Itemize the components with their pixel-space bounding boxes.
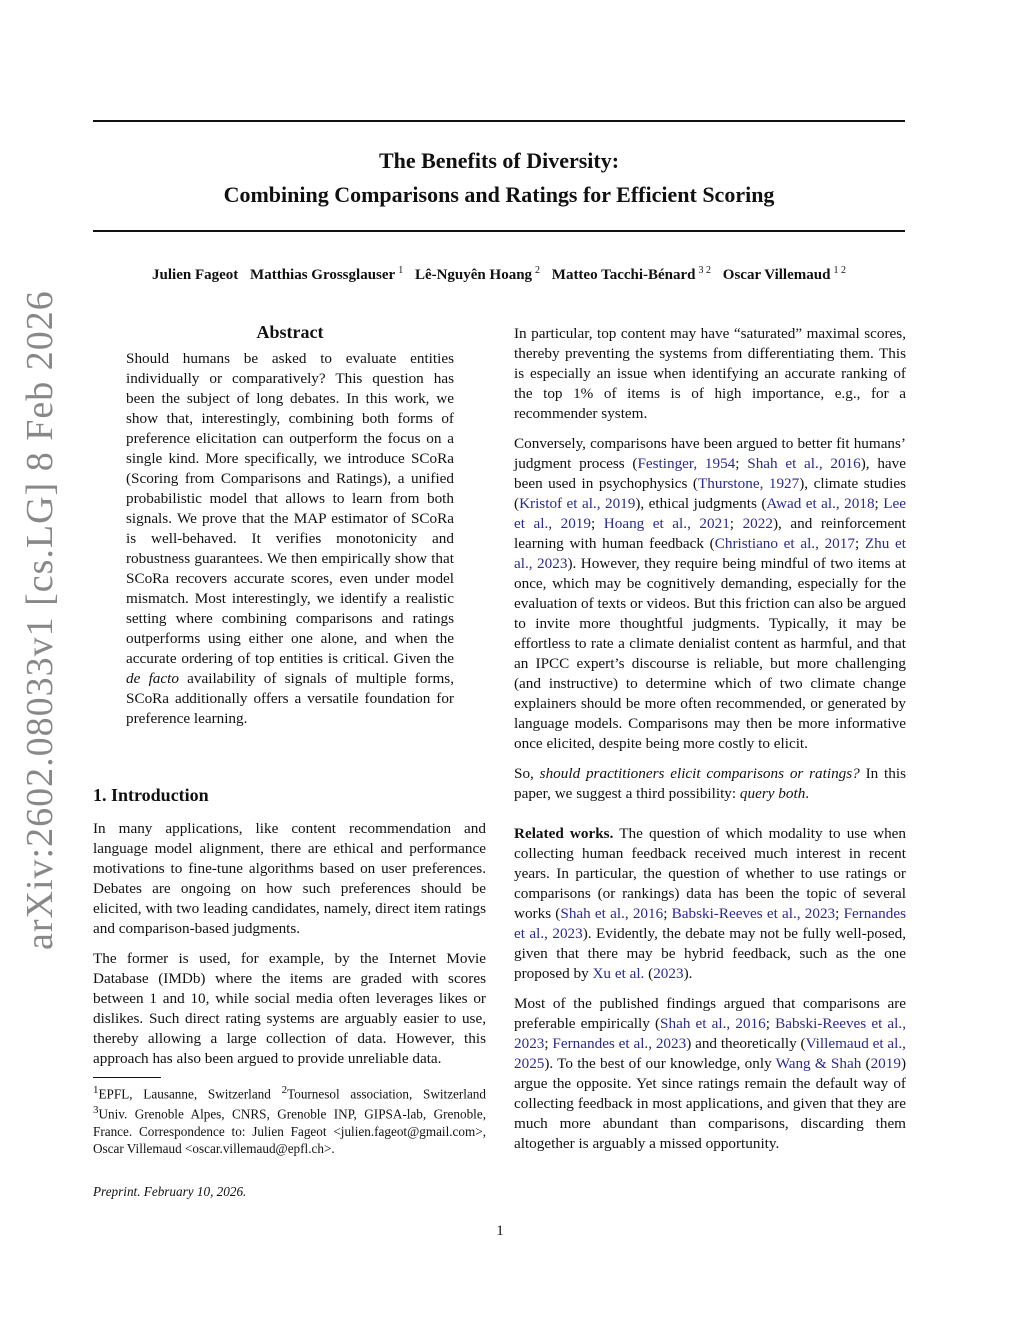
author: Matthias Grossglauser $^1$ — [250, 265, 404, 283]
citation-link[interactable]: Shah et al., 2016 — [660, 1015, 766, 1032]
paper-title — [93, 144, 905, 212]
citation-link[interactable]: 2022 — [742, 515, 773, 532]
author-affiliation: 1 — [398, 265, 404, 276]
citation-link[interactable]: Kristof et al., 2019 — [519, 495, 636, 512]
citation-link[interactable]: Awad et al., 2018 — [766, 495, 875, 512]
author-list — [93, 265, 905, 284]
author-affiliation: 2 — [535, 265, 541, 276]
paragraph: Related works. The question of which modality to use when collecting human feedback received much interest in recent years. In particular, the question of whether to use ratings or comparisons (or rankings) data has been the topic of several works (Shah et al., 2016; Babski-Reeves et al., 2023; Fernandes et al., 2023). Evidently, the debate may not be fully well-posed, given that there may be hybrid feedback, such as the one proposed by Xu et al. (2023). — [514, 825, 906, 982]
paragraph: So, should practitioners elicit comparisons or ratings? In this paper, we suggest a third possibility: query both. — [514, 765, 906, 802]
paragraph: The former is used, for example, by the Internet Movie Database (IMDb) where the items are graded with scores between 1 and 10, while social media often leverages likes or dislikes. Such direct rating systems are arguably easier to use, thereby allowing a large collection of data. However, this approach has also been argued to provide unreliable data. — [93, 950, 486, 1067]
citation-link[interactable]: Fernandes et al., 2023 — [514, 905, 906, 942]
abstract-heading: Abstract — [256, 322, 324, 342]
title-line-1: The Benefits of Diversity: — [378, 148, 620, 173]
title-rule-top — [93, 120, 905, 122]
footnote-rule — [93, 1077, 161, 1078]
citation-link[interactable]: Babski-Reeves et al., 2023 — [671, 905, 836, 922]
title-rule-bottom — [93, 230, 905, 232]
paragraph: Conversely, comparisons have been argued to better fit humans’ judgment process (Festinger, 1954; Shah et al., 2016), have been used in psychophysics (Thurstone, 1927), climate studies (Kristof et al., 2019), ethical judgments (Awad et al., 2018; Lee et al., 2019; Hoang et al., 2021; 2022), and reinforcement learning with human feedback (Christiano et al., 2017; Zhu et al., 2023). However, they require being mindful of two items at once, which may be cognitively demanding, especially for the evaluation of texts or videos. But this friction can also be argued to invite more thoughtful judgments. Typically, it may be effortless to rate a climate denialist content as harmful, and that an IPCC expert’s discourse is reliable, but more challenging (and instructive) to determine which of two climate change explainers should be more often recommended, or generated by language models. Comparisons may then be more informative once elicited, despite being more costly to elicit. — [514, 435, 906, 752]
arxiv-identifier: arXiv:2602.08033v1 [cs.LG] 8 Feb 2026 — [19, 290, 61, 950]
citation-link[interactable]: Hoang et al., 2021 — [603, 515, 730, 532]
introduction-body — [93, 819, 486, 1079]
author: Julien Fageot — [152, 267, 239, 283]
author: Oscar Villemaud $^{1 2}$ — [722, 265, 846, 283]
citation-link[interactable]: Thurstone, 1927 — [697, 475, 800, 492]
citation-link[interactable]: Christiano et al., 2017 — [714, 535, 855, 552]
citation-link[interactable]: Babski-Reeves et al., 2023 — [514, 1015, 906, 1052]
citation-link[interactable]: Shah et al., 2016 — [560, 905, 664, 922]
author: Matteo Tacchi-Bénard $^{3 2}$ — [551, 265, 712, 283]
citation-link[interactable]: Zhu et al., 2023 — [514, 535, 906, 572]
preprint-notice: Preprint. February 10, 2026. — [93, 1184, 247, 1199]
citation-link[interactable]: Shah et al., 2016 — [747, 455, 861, 472]
paragraph-lead: Related works. — [514, 825, 614, 842]
citation-link[interactable]: Xu et al. — [592, 965, 645, 982]
page-number: 1 — [496, 1223, 504, 1239]
citation-link[interactable]: Villemaud et al., 2025 — [514, 1035, 906, 1072]
citation-link[interactable]: Wang & Shah — [775, 1055, 862, 1072]
section-heading-introduction: 1. Introduction — [93, 785, 209, 805]
author-affiliation: 3 2 — [698, 265, 712, 276]
citation-link[interactable]: Fernandes et al., 2023 — [552, 1035, 687, 1052]
citation-link[interactable]: 2019 — [870, 1055, 901, 1072]
affiliation-footnote: $^1$EPFL, Lausanne, Switzerland $^2$Tournesol association, Switzerland $^3$Univ. Grenoble Alpes, CNRS, Grenoble INP, GIPSA-lab, Grenoble, France. Correspondence to: Julien Fageot <julien.fageot@gmail.com>, Oscar Villemaud <oscar.villemaud@epfl.ch>. — [93, 1084, 486, 1156]
citation-link[interactable]: 2023 — [653, 965, 684, 982]
abstract-text: Should humans be asked to evaluate entities individually or comparatively? This question has been the subject of long debates. In this work, we show that, interestingly, combining both forms of preference elicitation can outperform the focus on a single kind. More specifically, we introduce SCoRa (Scoring from Comparisons and Ratings), a unified probabilistic model that allows to learn from both signals. We prove that the MAP estimator of SCoRa is well-behaved. It verifies monotonicity and robustness guarantees. We then empirically show that SCoRa recovers accurate scores, even under model mismatch. Most interestingly, we identify a realistic setting where combining comparisons and ratings outperforms using either one alone, and when the accurate ordering of top entities is critical. Given the de facto availability of signals of multiple forms, SCoRa additionally offers a versatile foundation for preference learning. — [126, 350, 454, 727]
citation-link[interactable]: Festinger, 1954 — [637, 455, 736, 472]
author-affiliation: 1 2 — [833, 265, 846, 276]
citation-link[interactable]: Lee et al., 2019 — [514, 495, 906, 532]
title-line-2: Combining Comparisons and Ratings for Efficient Scoring — [223, 182, 775, 207]
author: Lê-Nguyên Hoang $^2$ — [414, 265, 541, 283]
paragraph: Most of the published findings argued that comparisons are preferable empirically (Shah et al., 2016; Babski-Reeves et al., 2023; Fernandes et al., 2023) and theoretically (Villemaud et al., 2025). To the best of our knowledge, only Wang & Shah (2019) argue the opposite. Yet since ratings remain the default way of collecting feedback in most applications, and given that they are much more abundant than comparisons, discarding them altogether is arguably a missed opportunity. — [514, 995, 907, 1152]
paragraph: In particular, top content may have “saturated” maximal scores, thereby preventing the systems from differentiating them. This is especially an issue when identifying an accurate ranking of the top 1% of items is of high importance, e.g., for a recommender system. — [514, 325, 906, 422]
paragraph: In many applications, like content recommendation and language model alignment, there are ethical and performance motivations to fine-tune algorithms based on user preferences. Debates are ongoing on how such preferences should be elicited, with two leading candidates, namely, direct item ratings and comparison-based judgments. — [93, 820, 486, 937]
right-column — [514, 324, 906, 1164]
